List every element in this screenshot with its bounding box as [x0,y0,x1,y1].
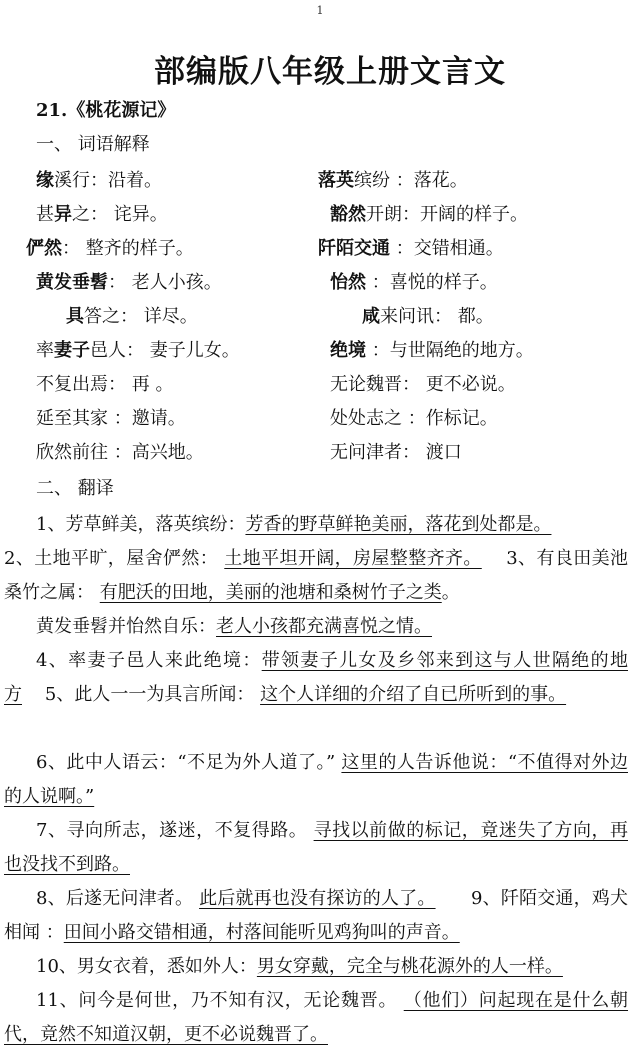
translation-item: 黄发垂髫并怡然自乐：老人小孩都充满喜悦之情。 [36,616,432,637]
translation-item: 1、芳草鲜美，落英缤纷：芳香的野草鲜艳美丽，落花到处都是。 [36,514,552,535]
translation-item: 10、男女衣着，悉如外人：男女穿戴，完全与桃花源外的人一样。 [36,956,563,977]
translation-item: 8、后遂无问津者。 此后就再也没有探访的人了。 9、阡陌交通，鸡犬相闻 ：田间小路交错相通，村落间能听见鸡狗叫的声音。 [4,888,628,943]
lesson-heading: 21.《桃花源记》 [36,100,176,121]
vocab-entry: 落英缤纷 ：落花。 [318,170,468,191]
vocab-entry: 怡然 ：喜悦的样子。 [330,272,498,293]
page-title: 部编版八年级上册文言文 [154,54,506,90]
vocab-entry: 甚异之： 诧异。 [36,204,168,225]
vocab-entry: 率妻子邑人： 妻子儿女。 [36,340,240,361]
page-number: 1 [316,4,324,17]
vocab-entry: 具答之： 详尽。 [66,306,198,327]
vocab-entry: 延至其家 ：邀请。 [36,408,186,429]
translation-item: 11、问今是何世，乃不知有汉，无论魏晋。 （他们）问起现在是什么朝代，竟然不知道汉朝，更不必说魏晋了。 [4,990,629,1045]
translation-item: 6、此中人语云：“不足为外人道了。” 这里的人告诉他说：“不值得对外边的人说啊。” [4,752,628,807]
vocab-entry: 豁然开朗：开阔的样子。 [330,204,528,225]
vocab-entry: 阡陌交通 ：交错相通。 [318,238,504,259]
section-heading-translation: 二、 翻译 [36,478,114,499]
vocab-entry: 黄发垂髫： 老人小孩。 [36,272,222,293]
vocab-entry: 无问津者： 渡口 [330,442,462,463]
vocab-entry: 欣然前往 ：高兴地。 [36,442,204,463]
vocab-entry: 俨然： 整齐的样子。 [26,238,194,259]
translation-item: 2、土地平旷，屋舍俨然： 土地平坦开阔，房屋整整齐齐。 3、有良田美池桑竹之属： 有肥沃的田地，美丽的池塘和桑树竹子之类。 [4,548,629,603]
vocab-entry: 处处志之 ：作标记。 [330,408,498,429]
vocab-entry: 咸来问讯： 都。 [362,306,494,327]
translation-item: 4、率妻子邑人来此绝境：带领妻子儿女及乡邻来到这与人世隔绝的地方 5、此人一一为具言所闻： 这个人详细的介绍了自已所听到的事。 [4,650,628,705]
translation-item: 7、寻向所志，遂迷，不复得路。 寻找以前做的标记，竟迷失了方向，再也没找不到路。 [4,820,628,875]
vocab-entry: 缘溪行：沿着。 [36,170,162,191]
vocab-entry: 绝境 ：与世隔绝的地方。 [330,340,534,361]
vocab-entry: 不复出焉： 再 。 [36,374,174,395]
section-heading-vocab: 一、 词语解释 [36,134,150,155]
vocab-entry: 无论魏晋： 更不必说。 [330,374,516,395]
